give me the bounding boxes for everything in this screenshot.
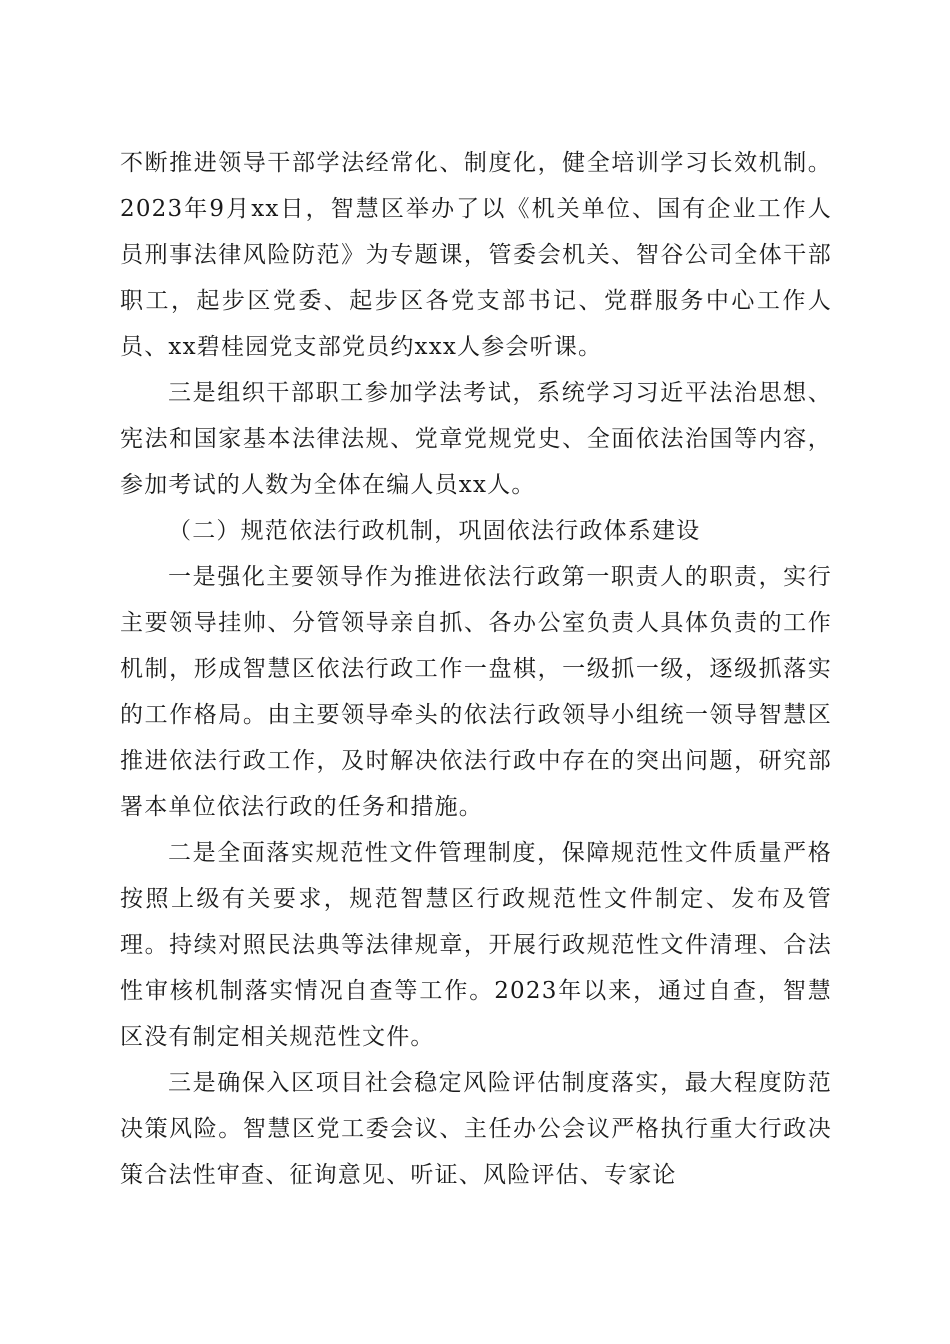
paragraph-normative-docs: 二是全面落实规范性文件管理制度，保障规范性文件质量严格按照上级有关要求，规范智慧区行政规范性文件制定、发布及管理。持续对照民法典等法律规章，开展行政规范性文件清理、合法性审核机制落实情况自查等工作。2023年以来，通过自查，智慧区没有制定相关规范性文件。 (120, 840, 832, 1050)
document-body (120, 140, 832, 1198)
paragraph-risk-assessment: 三是确保入区项目社会稳定风险评估制度落实，最大程度防范决策风险。智慧区党工委会议、主任办公会议严格执行重大行政决策合法性审查、征询意见、听证、风险评估、专家论 (120, 1070, 832, 1188)
paragraph-exam: 三是组织干部职工参加学法考试，系统学习习近平法治思想、宪法和国家基本法律法规、党章党规党史、全面依法治国等内容，参加考试的人数为全体在编人员xx人。 (120, 380, 832, 498)
paragraph-continuation: 不断推进领导干部学法经常化、制度化，健全培训学习长效机制。2023年9月xx日，智慧区举办了以《机关单位、国有企业工作人员刑事法律风险防范》为专题课，管委会机关、智谷公司全体干部职工，起步区党委、起步区各党支部书记、党群服务中心工作人员、xx碧桂园党支部党员约xxx人参会听课。 (120, 150, 832, 360)
paragraph-leadership: 一是强化主要领导作为推进依法行政第一职责人的职责，实行主要领导挂帅、分管领导亲自抓、各办公室负责人具体负责的工作机制，形成智慧区依法行政工作一盘棋，一级抓一级，逐级抓落实的工作格局。由主要领导牵头的依法行政领导小组统一领导智慧区推进依法行政工作，及时解决依法行政中存在的突出问题，研究部署本单位依法行政的任务和措施。 (120, 564, 832, 820)
section-heading: （二）规范依法行政机制，巩固依法行政体系建设 (168, 518, 701, 544)
